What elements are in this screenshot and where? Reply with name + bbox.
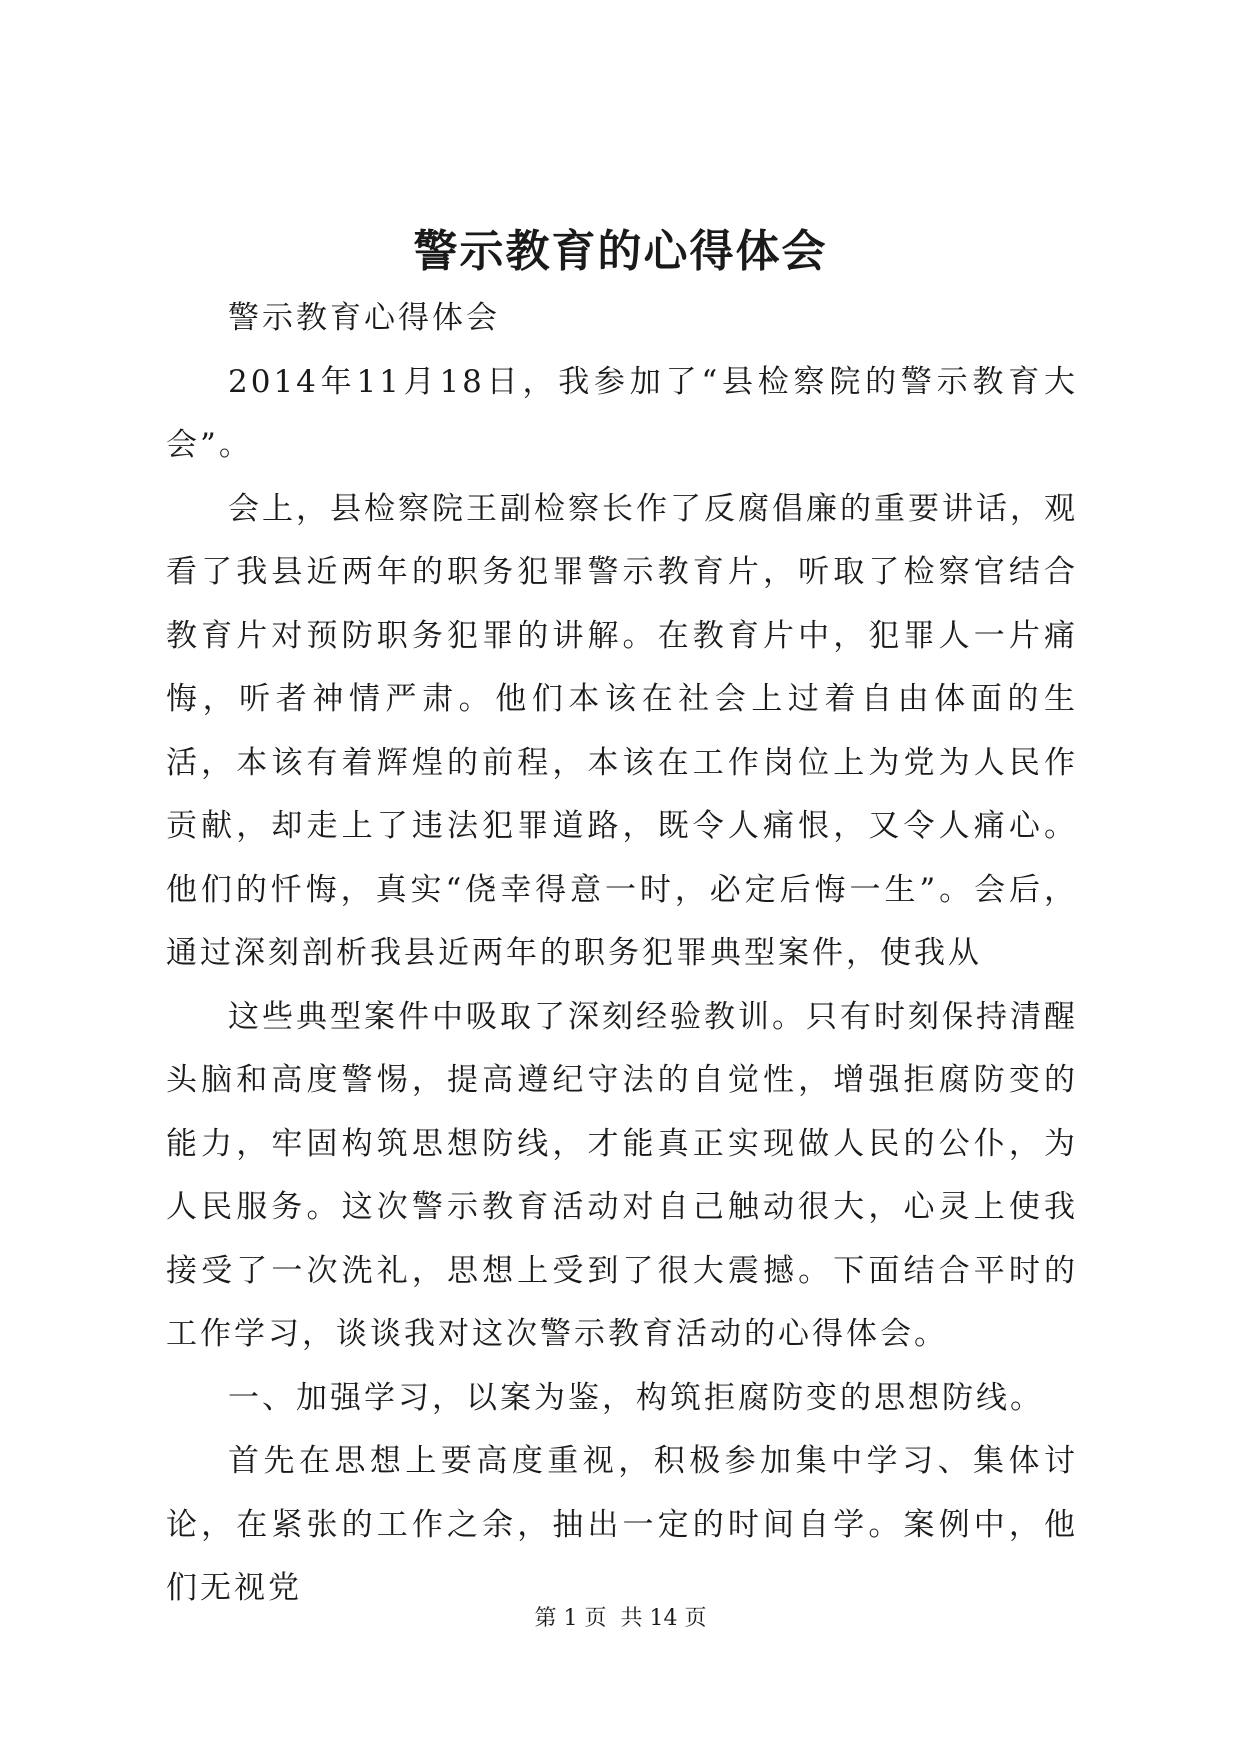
paragraph-lessons: 这些典型案件中吸取了深刻经验教训。只有时刻保持清醒头脑和高度警惕，提高遵纪守法的自觉性，增强拒腐防变的能力，牢固构筑思想防线，才能真正实现做人民的公仆，为人民服务。这次警示教育活动对自己触动很大，心灵上使我接受了一次洗礼，思想上受到了很大震撼。下面结合平时的工作学习，谈谈我对这次警示教育活动的心得体会。 — [166, 998, 1078, 1352]
page-number-label: 第 1 页 共 14 页 — [534, 1606, 707, 1631]
document-body — [166, 287, 1078, 1621]
paragraph-section-heading: 一、加强学习，以案为鉴，构筑拒腐防变的思想防线。 — [228, 1379, 1044, 1416]
paragraph-date: 2014年11月18日，我参加了“县检察院的警示教育大会”。 — [166, 363, 1078, 463]
document-title: 警示教育的心得体会 — [413, 226, 828, 277]
paragraph-subtitle: 警示教育心得体会 — [228, 300, 500, 336]
paragraph-meeting: 会上，县检察院王副检察长作了反腐倡廉的重要讲话，观看了我县近两年的职务犯罪警示教育片，听取了检察官结合教育片对预防职务犯罪的讲解。在教育片中，犯罪人一片痛悔，听者神情严肃。他们本该在社会上过着自由体面的生活，本该有着辉煌的前程，本该在工作岗位上为党为人民作贡献，却走上了违法犯罪道路，既令人痛恨，又令人痛心。他们的忏悔，真实“侥幸得意一时，必定后悔一生”。会后，通过深刻剖析我县近两年的职务犯罪典型案件，使我从 — [166, 490, 1078, 971]
paragraph-study: 首先在思想上要高度重视，积极参加集中学习、集体讨论，在紧张的工作之余，抽出一定的时间自学。案例中，他们无视党 — [166, 1443, 1078, 1606]
page-number-footer — [0, 1604, 1241, 1634]
